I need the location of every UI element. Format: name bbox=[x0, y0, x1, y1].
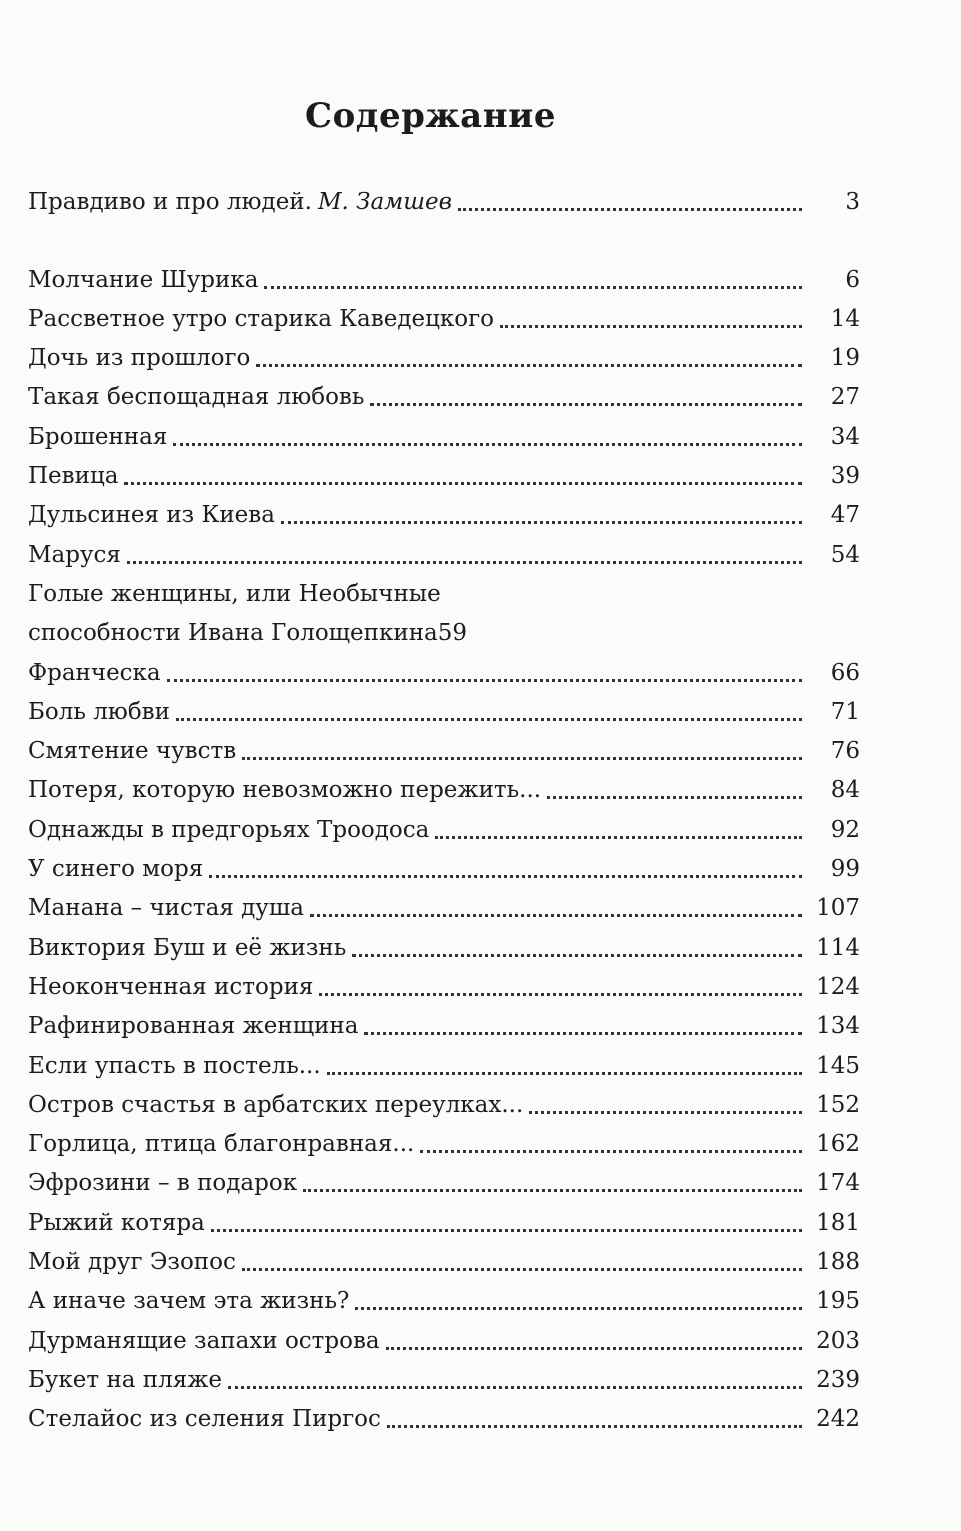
dot-leader bbox=[458, 208, 802, 211]
toc-entry bbox=[28, 923, 860, 962]
toc-entry bbox=[28, 1002, 860, 1041]
toc-entry-page: 242 bbox=[816, 1406, 860, 1433]
section-gap bbox=[28, 217, 860, 255]
toc-entry-title: Молчание Шурика bbox=[28, 266, 259, 293]
toc-entry-page: 66 bbox=[830, 659, 860, 686]
toc-entry-title: Букет на пляже bbox=[28, 1366, 223, 1393]
dot-leader bbox=[264, 286, 802, 289]
toc-entry-page: 71 bbox=[830, 698, 860, 725]
dot-leader bbox=[211, 1229, 802, 1232]
toc-entry-title: Такая беспощадная любовь bbox=[28, 384, 365, 411]
dot-leader bbox=[327, 1072, 802, 1075]
dot-leader bbox=[500, 325, 802, 328]
toc-entry-title: Франческа bbox=[28, 659, 161, 686]
toc-entry bbox=[28, 648, 860, 687]
toc-entry bbox=[28, 1356, 860, 1395]
dot-leader bbox=[370, 403, 802, 406]
toc-entry-title-line2: способности Ивана Голощепкина bbox=[28, 620, 438, 647]
toc-entry-page: 47 bbox=[830, 502, 860, 529]
toc-entry-page: 54 bbox=[830, 541, 860, 568]
toc-entry-title: Манана – чистая душа bbox=[28, 895, 304, 922]
toc-entry-page: 181 bbox=[816, 1209, 860, 1236]
toc-entry-page: 152 bbox=[816, 1091, 860, 1118]
dot-leader bbox=[386, 1347, 802, 1350]
toc-entry bbox=[28, 295, 860, 334]
dot-leader bbox=[547, 796, 802, 799]
dot-leader bbox=[176, 718, 802, 721]
toc-entry bbox=[28, 1159, 860, 1198]
dot-leader bbox=[281, 521, 802, 524]
toc-entry-page: 19 bbox=[830, 345, 860, 372]
toc-entry-title: Остров счастья в арбатских переулках... bbox=[28, 1091, 524, 1118]
toc-entry-page: 84 bbox=[830, 777, 860, 804]
dot-leader bbox=[352, 954, 802, 957]
dot-leader bbox=[387, 1425, 802, 1428]
toc-entry bbox=[28, 1316, 860, 1355]
toc-entry-page: 162 bbox=[816, 1131, 860, 1158]
toc-entry-title: У синего моря bbox=[28, 856, 204, 883]
toc-entry-title: Рафинированная женщина bbox=[28, 1013, 359, 1040]
toc-entry-title: Горлица, птица благонравная... bbox=[28, 1131, 415, 1158]
toc-entry-title: Неоконченная история bbox=[28, 973, 314, 1000]
toc-entry-page: 134 bbox=[816, 1013, 860, 1040]
page-title: Содержание bbox=[305, 96, 556, 136]
toc-entry-page: 27 bbox=[830, 384, 860, 411]
toc-entry bbox=[28, 412, 860, 451]
dot-leader bbox=[319, 993, 802, 996]
dot-leader bbox=[529, 1111, 802, 1114]
toc-entry-title: Брошенная bbox=[28, 423, 168, 450]
toc-entry-title: Правдиво и про людей. bbox=[28, 189, 312, 216]
dot-leader bbox=[173, 443, 802, 446]
toc-entry-page: 203 bbox=[816, 1327, 860, 1354]
toc-entry bbox=[28, 766, 860, 805]
toc-entry-page: 239 bbox=[816, 1366, 860, 1393]
dot-leader bbox=[256, 364, 802, 367]
toc-entry-page: 188 bbox=[816, 1249, 860, 1276]
dot-leader bbox=[310, 914, 802, 917]
toc-entry-title: Стелайос из селения Пиргос bbox=[28, 1406, 381, 1433]
toc-entry-page: 145 bbox=[816, 1052, 860, 1079]
toc-entry bbox=[28, 963, 860, 1002]
dot-leader bbox=[167, 679, 802, 682]
dot-leader bbox=[209, 875, 802, 878]
toc-entry-page: 14 bbox=[830, 305, 860, 332]
toc-entry-title: Эфрозини – в подарок bbox=[28, 1170, 298, 1197]
toc-entry-title: Дочь из прошлого bbox=[28, 345, 251, 372]
toc-entry-title: Потеря, которую невозможно пережить... bbox=[28, 777, 542, 804]
toc-entry bbox=[28, 491, 860, 530]
toc-entry-page: 124 bbox=[816, 973, 860, 1000]
table-of-contents bbox=[28, 178, 860, 1434]
toc-entry bbox=[28, 1395, 860, 1434]
toc-entry-page: 59 bbox=[437, 620, 468, 647]
toc-entry bbox=[28, 255, 860, 294]
toc-entry bbox=[28, 1081, 860, 1120]
toc-entry-page: 92 bbox=[830, 816, 860, 843]
dot-leader bbox=[364, 1032, 802, 1035]
toc-entry bbox=[28, 1198, 860, 1237]
toc-entry-title: Если упасть в постель... bbox=[28, 1052, 321, 1079]
toc-entry-author: М. Замшев bbox=[317, 189, 453, 216]
toc-entry-title: Мой друг Эзопос bbox=[28, 1249, 236, 1276]
dot-leader bbox=[127, 561, 802, 564]
dot-leader bbox=[435, 836, 802, 839]
toc-entry-multiline bbox=[28, 570, 860, 649]
toc-entry-title: Дульсинея из Киева bbox=[28, 502, 275, 529]
toc-entry bbox=[28, 727, 860, 766]
toc-entry-title: Маруся bbox=[28, 541, 121, 568]
toc-entry-title: Рассветное утро старика Каведецкого bbox=[28, 305, 494, 332]
toc-entry bbox=[28, 845, 860, 884]
toc-entry-title: Дурманящие запахи острова bbox=[28, 1327, 380, 1354]
dot-leader bbox=[228, 1386, 802, 1389]
toc-entry-page: 195 bbox=[816, 1288, 860, 1315]
dot-leader bbox=[303, 1189, 802, 1192]
toc-entry-title: Виктория Буш и её жизнь bbox=[28, 934, 347, 961]
toc-entry bbox=[28, 1277, 860, 1316]
dot-leader bbox=[242, 757, 802, 760]
dot-leader bbox=[242, 1268, 802, 1271]
toc-entry-title-line1: Голые женщины, или Необычные bbox=[28, 580, 441, 607]
dot-leader bbox=[420, 1150, 802, 1153]
toc-entry-title: Рыжий котяра bbox=[28, 1209, 205, 1236]
toc-entry bbox=[28, 805, 860, 844]
toc-entry-title: Певица bbox=[28, 463, 119, 490]
toc-entry-page: 3 bbox=[845, 189, 860, 216]
toc-entry bbox=[28, 1120, 860, 1159]
toc-entry-page: 6 bbox=[845, 266, 860, 293]
toc-entry-title: А иначе зачем эта жизнь? bbox=[28, 1288, 350, 1315]
dot-leader bbox=[355, 1307, 802, 1310]
toc-entry-foreword bbox=[28, 178, 860, 217]
toc-entry bbox=[28, 334, 860, 373]
toc-entry-title: Однажды в предгорьях Троодоса bbox=[28, 816, 430, 843]
toc-entry-title: Смятение чувств bbox=[28, 738, 237, 765]
toc-entry bbox=[28, 452, 860, 491]
toc-entry bbox=[28, 688, 860, 727]
toc-entry-page: 114 bbox=[816, 934, 860, 961]
toc-entry bbox=[28, 884, 860, 923]
toc-entry bbox=[28, 1041, 860, 1080]
toc-entry-title: Боль любви bbox=[28, 698, 170, 725]
toc-entry-page: 99 bbox=[830, 856, 860, 883]
toc-entry-page: 39 bbox=[830, 463, 860, 490]
toc-entry-page: 76 bbox=[830, 738, 860, 765]
toc-entry bbox=[28, 530, 860, 569]
toc-entry-page: 34 bbox=[830, 423, 860, 450]
toc-entry bbox=[28, 373, 860, 412]
toc-entry-page: 107 bbox=[816, 895, 860, 922]
toc-entry-page: 174 bbox=[816, 1170, 860, 1197]
dot-leader bbox=[124, 482, 802, 485]
toc-entry bbox=[28, 1238, 860, 1277]
